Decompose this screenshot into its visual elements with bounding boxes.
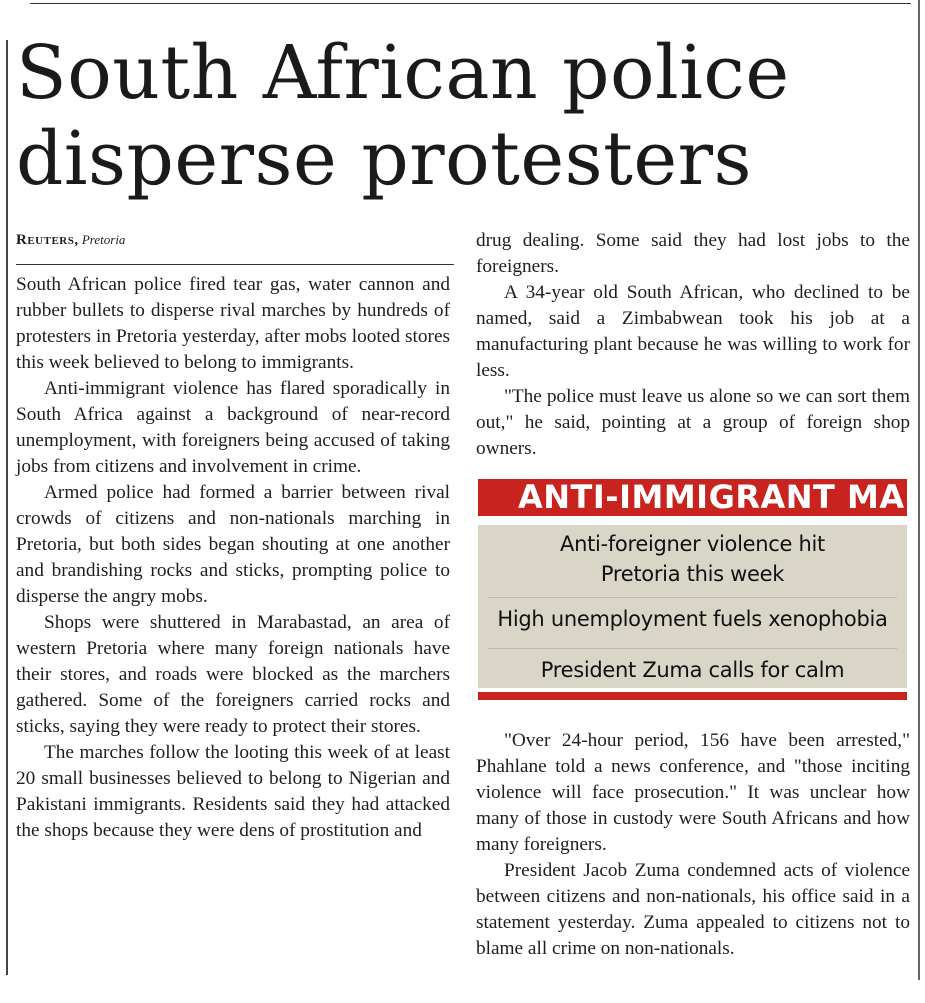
infobox-item: President Zuma calls for calm	[540, 658, 845, 682]
infobox-divider	[488, 597, 897, 598]
article-column-1	[16, 272, 450, 844]
infobox-item-line: Anti-foreigner violence hit	[560, 532, 825, 556]
infobox-footer-bar	[478, 692, 907, 700]
infobox-header: ANTI-IMMIGRANT MA	[478, 479, 907, 516]
paragraph: "Over 24-hour period, 156 have been arrested," Phahlane told a news conference, and "those inciting violence will face prosecution." It was unclear how many of those in custody were South Africans and how many foreigners.	[476, 730, 910, 855]
top-rule	[30, 3, 911, 4]
infobox-body	[478, 525, 907, 688]
byline-place: Pretoria	[81, 232, 126, 247]
paragraph: Armed police had formed a barrier between rival crowds of citizens and non-nationals marching in Pretoria, but both sides began shouting at one another and brandishing rocks and sticks, prompting police to disperse the angry mobs.	[16, 482, 450, 607]
infobox-item-line: Pretoria this week	[600, 562, 785, 586]
byline	[16, 232, 125, 249]
infobox-divider	[488, 648, 897, 649]
byline-rule	[16, 264, 454, 265]
paragraph: drug dealing. Some said they had lost jobs to the foreigners.	[476, 230, 910, 277]
paragraph: Shops were shuttered in Marabastad, an area of western Pretoria where many foreign nationals have their stores, and roads were blocked as the marchers gathered. Some of the foreigners carried rocks and sticks, saying they were ready to protect their stores.	[16, 612, 450, 737]
paragraph: A 34-year old South African, who declined to be named, said a Zimbabwean took his job at a manufacturing plant because he was willing to work for less.	[476, 282, 910, 381]
paragraph: South African police fired tear gas, water cannon and rubber bullets to disperse rival marches by hundreds of protesters in Pretoria yesterday, after mobs looted stores this week believed to belong to immigrants.	[16, 274, 450, 373]
byline-agency: Reuters,	[16, 232, 79, 248]
infobox-item: High unemployment fuels xenophobia	[497, 607, 888, 631]
article-column-2-top	[476, 228, 910, 462]
headline: South African police disperse protesters	[16, 30, 790, 202]
infobox-item	[478, 529, 907, 589]
right-column-rule	[918, 0, 920, 980]
left-column-rule	[6, 40, 8, 975]
paragraph: The marches follow the looting this week of at least 20 small businesses believed to belong to Nigerian and Pakistani immigrants. Residents said they had attacked the shops because they were dens of prostitution and	[16, 742, 450, 841]
paragraph: President Jacob Zuma condemned acts of violence between citizens and non-nationals, his office said in a statement yesterday. Zuma appealed to citizens not to blame all crime on non-nationals.	[476, 860, 910, 959]
paragraph: "The police must leave us alone so we can sort them out," he said, pointing at a group of foreign shop owners.	[476, 386, 910, 459]
article-column-2-bottom	[476, 728, 910, 962]
anti-immigrant-infobox	[478, 479, 907, 700]
paragraph: Anti-immigrant violence has flared sporadically in South Africa against a background of near-record unemployment, with foreigners being accused of taking jobs from citizens and involvement in crime.	[16, 378, 450, 477]
